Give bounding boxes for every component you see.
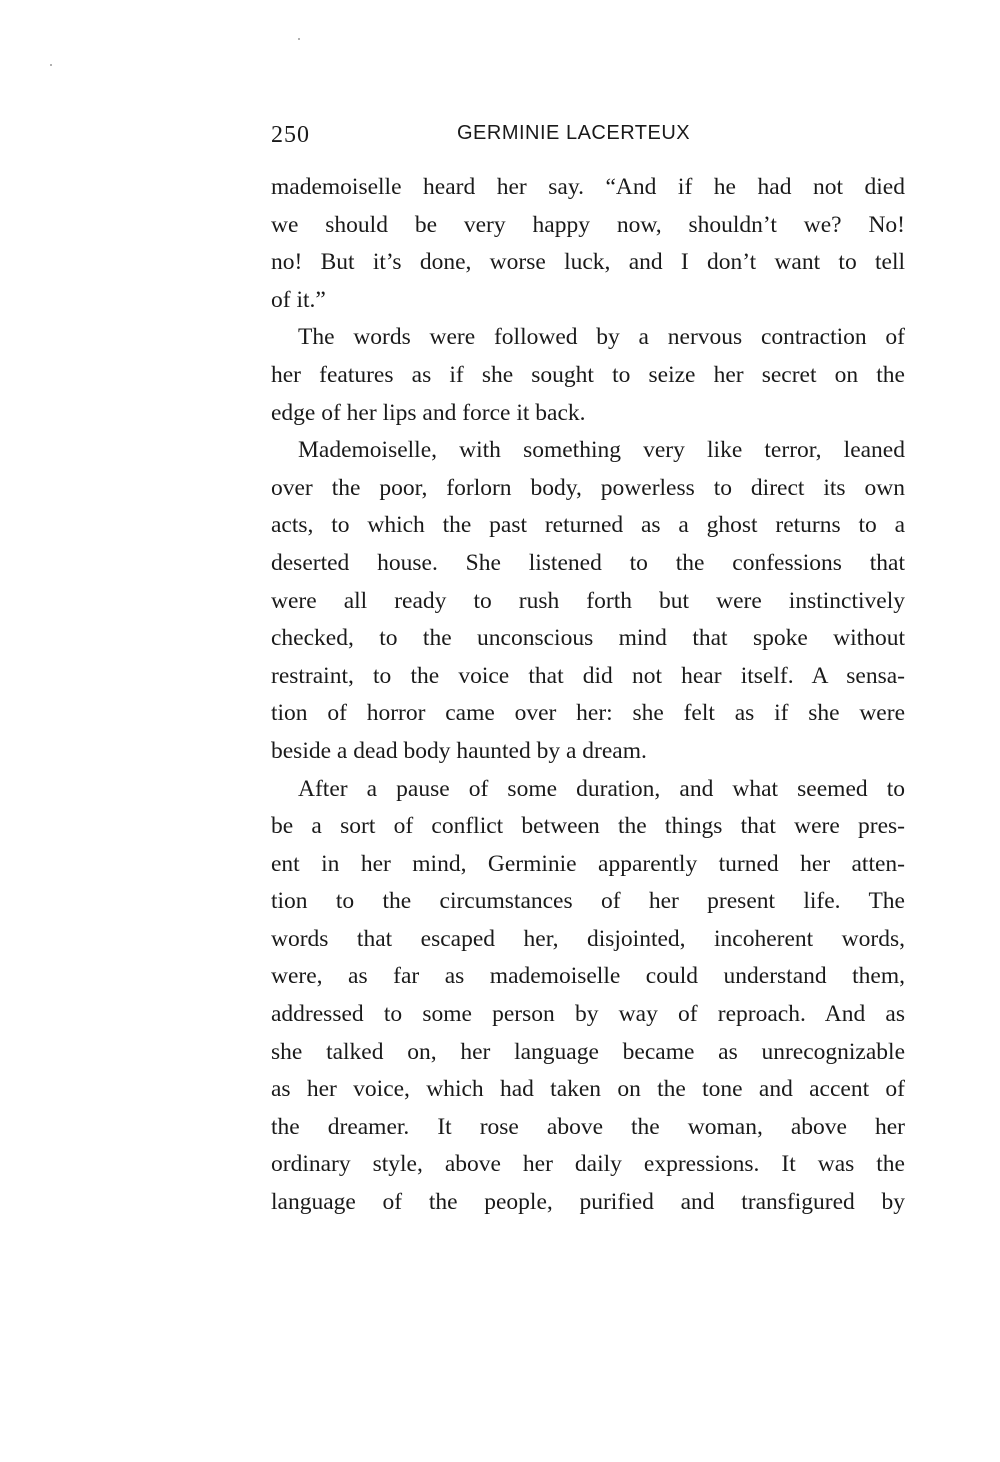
text-line: tion to the circumstances of her present life. The <box>271 888 905 915</box>
text-line: checked, to the unconscious mind that spoke without <box>271 625 905 652</box>
stray-ink-dot <box>50 64 52 66</box>
page-header <box>271 118 905 152</box>
text-line: Mademoiselle, with something very like terror, leaned <box>298 437 905 464</box>
text-line: no! But it’s done, worse luck, and I don’t want to tell <box>271 249 905 276</box>
text-line: language of the people, purified and transfigured by <box>271 1189 905 1216</box>
text-line: of it.” <box>271 286 326 313</box>
text-line: ordinary style, above her daily expressions. It was the <box>271 1151 905 1178</box>
text-line: words that escaped her, disjointed, incoherent words, <box>271 925 905 952</box>
text-line: the dreamer. It rose above the woman, above her <box>271 1113 905 1140</box>
text-line: acts, to which the past returned as a ghost returns to a <box>271 512 905 539</box>
text-line: ent in her mind, Germinie apparently turned her atten- <box>271 850 905 877</box>
text-line: After a pause of some duration, and what seemed to <box>298 775 905 802</box>
page-number: 250 <box>271 122 310 148</box>
text-line: her features as if she sought to seize her secret on the <box>271 361 905 388</box>
paragraph <box>271 771 905 1222</box>
text-line: we should be very happy now, shouldn’t we? No! <box>271 211 905 238</box>
paragraph <box>271 319 905 432</box>
text-line: addressed to some person by way of reproach. And as <box>271 1001 905 1028</box>
running-title: GERMINIE LACERTEUX <box>457 122 691 144</box>
text-line: she talked on, her language became as unrecognizable <box>271 1038 905 1065</box>
text-line: beside a dead body haunted by a dream. <box>271 737 647 764</box>
text-line: The words were followed by a nervous contraction of <box>298 324 905 351</box>
text-line: over the poor, forlorn body, powerless to direct its own <box>271 474 905 501</box>
text-line: as her voice, which had taken on the tone and accent of <box>271 1076 905 1103</box>
stray-ink-dot <box>298 38 300 40</box>
text-line: were all ready to rush forth but were instinctively <box>271 587 905 614</box>
text-line: tion of horror came over her: she felt as if she were <box>271 700 905 727</box>
paragraph <box>271 432 905 770</box>
text-line: were, as far as mademoiselle could understand them, <box>271 963 905 990</box>
paragraph <box>271 169 905 319</box>
text-line: deserted house. She listened to the confessions that <box>271 549 905 576</box>
text-line: be a sort of conflict between the things that were pres- <box>271 813 905 840</box>
text-line: edge of her lips and force it back. <box>271 399 586 426</box>
text-line: mademoiselle heard her say. “And if he had not died <box>271 174 905 200</box>
body-text <box>271 169 905 1222</box>
text-line: restraint, to the voice that did not hear itself. A sensa- <box>271 662 905 689</box>
